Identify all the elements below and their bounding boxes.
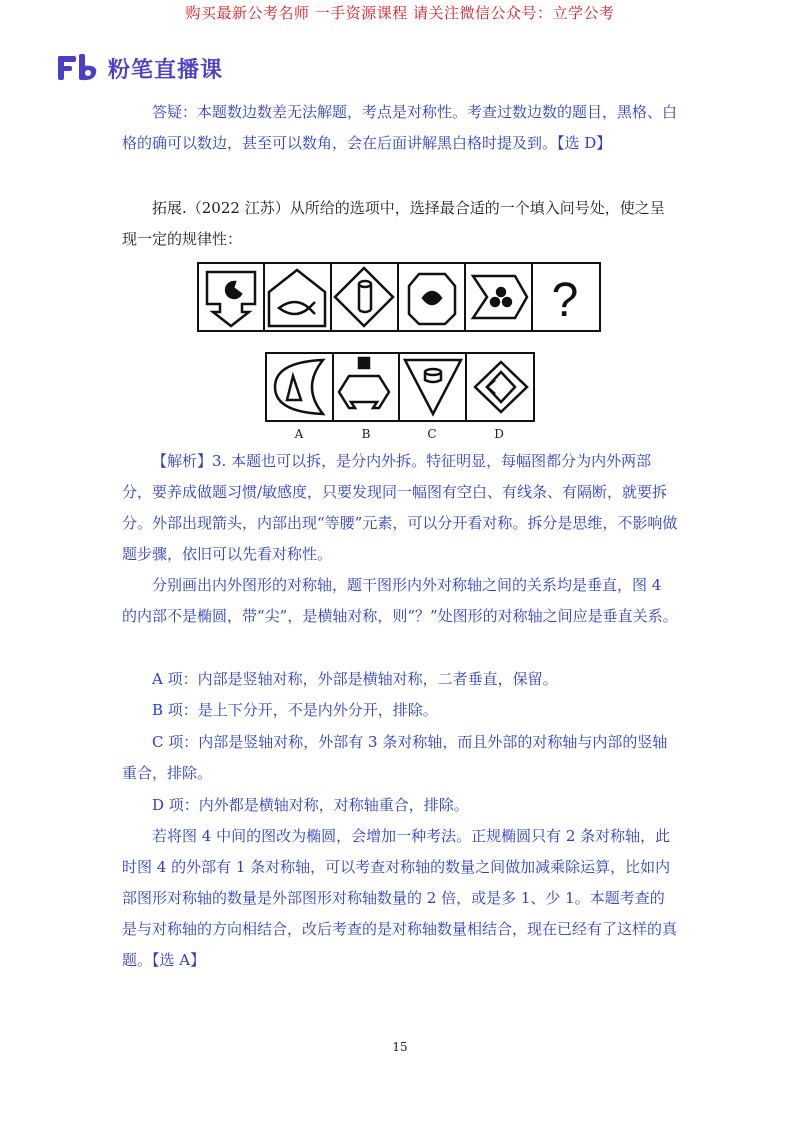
answer-note-paragraph: 答疑：本题数边数差无法解题，考点是对称性。考查过数边数的题目，黑格、白格的确可以数边，甚至可以数角，会在后面讲解黑白格时提及到。【选 D】 xyxy=(122,103,678,152)
figure-1-arrow-pacman xyxy=(207,272,255,326)
figure-2-house-fish xyxy=(269,270,325,326)
option-b-double-arrow xyxy=(339,358,389,408)
question-paragraph: 拓展.（2022 江苏）从所给的选项中，选择最合适的一个填入问号处，使之呈现一定的规律性： xyxy=(122,199,665,248)
question-figure-row xyxy=(197,262,601,332)
figure-3-diamond-cylinder xyxy=(335,268,393,326)
option-label-c: C xyxy=(427,427,437,441)
figure-4-octagon-dot xyxy=(409,274,455,324)
option-label-d: D xyxy=(494,427,504,441)
option-label-a: A xyxy=(294,427,304,441)
brand-logo xyxy=(58,50,223,86)
analysis-paragraph-2: 分别画出内外图形的对称轴，题干图形内外对称轴之间的关系均是垂直，图 4 的内部不是椭圆，带“尖”，是横轴对称，则“？”处图形的对称轴之间应是垂直关系。 xyxy=(122,576,678,625)
watermark-banner: 购买最新公考名师 一手资源课程 请关注微信公众号：立学公考 xyxy=(185,4,615,22)
fb-logo-icon xyxy=(58,54,98,82)
analysis-option-c: C 项：内部是竖轴对称，外部有 3 条对称轴，而且外部的对称轴与内部的竖轴重合，排除。 xyxy=(122,733,668,782)
logo-text: 粉笔直播课 xyxy=(108,57,224,83)
logo-mark-text: Fb xyxy=(58,54,60,55)
option-label-b: B xyxy=(361,427,371,441)
analysis-option-a: A 项：内部是竖轴对称，外部是横轴对称，二者垂直，保留。 xyxy=(152,670,558,688)
page-number: 15 xyxy=(392,1040,408,1054)
options-figure-row xyxy=(265,352,535,422)
figure-5-chevron-clover xyxy=(473,276,527,318)
analysis-paragraph-1: 【解析】3. 本题也可以拆，是分内外拆。特征明显，每幅图都分为内外两部分，要养成做题习惯/敏感度，只要发现同一幅图有空白、有线条、有隔断，就要拆分。外部出现箭头，内部出现“等腰”元素，可以分开看对称。拆分是思维，不影响做题步骤，依旧可以先看对称性。 xyxy=(122,452,678,563)
analysis-option-d: D 项：内外都是横轴对称，对称轴重合，排除。 xyxy=(152,796,469,814)
option-c-triangle-cylinder xyxy=(405,360,461,414)
question-mark: ? xyxy=(551,274,579,327)
analysis-paragraph-extension: 若将图 4 中间的图改为椭圆，会增加一种考法。正规椭圆只有 2 条对称轴，此时图 4 的外部有 1 条对称轴，可以考查对称轴的数量之间做加减乘除运算，比如内部图形对称轴的数量是外部图形对称轴数量的 2 倍，或是多 1、少 1。本题考查的是与对称轴的方向相结合，改后考查的是对称轴数量相结合，现在已经有了这样的真题。【选 A】 xyxy=(122,827,678,969)
analysis-option-b: B 项：是上下分开，不是内外分开，排除。 xyxy=(152,701,438,719)
option-a-crescent-triangle xyxy=(275,360,323,414)
option-d-diamond-arrows xyxy=(475,362,527,412)
